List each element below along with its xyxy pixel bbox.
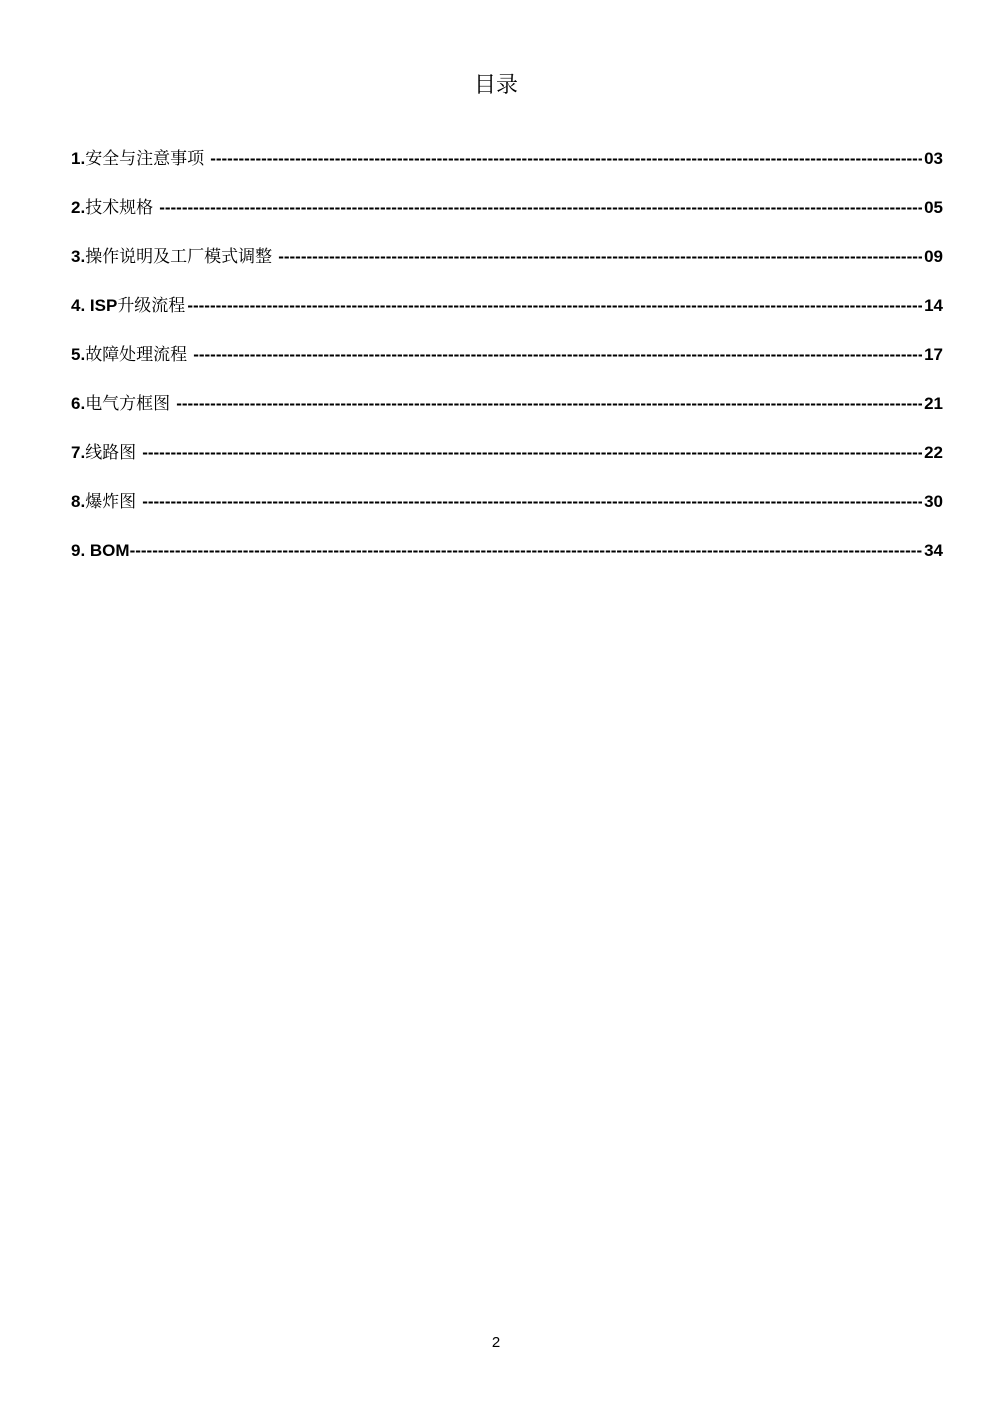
toc-entry-page: 34 xyxy=(924,541,943,560)
toc-entry-8[interactable] xyxy=(71,489,943,538)
page-number: 2 xyxy=(491,1334,501,1351)
toc-entry-number: 8. xyxy=(71,492,86,511)
toc-dash-leader xyxy=(278,244,922,270)
toc-dash-leader xyxy=(130,538,923,564)
toc-dash-leader xyxy=(142,440,922,466)
toc-entry-page: 14 xyxy=(924,296,943,315)
toc-entry-7[interactable] xyxy=(71,440,943,489)
toc-dash-leader xyxy=(193,342,922,368)
toc-entry-title: 故障处理流程 xyxy=(85,345,188,365)
toc-entry-title: 操作说明及工厂模式调整 xyxy=(85,247,273,267)
toc-entry-number: 1. xyxy=(71,149,86,168)
toc-entry-page: 03 xyxy=(924,149,943,168)
toc-entry-number: 9. BOM xyxy=(71,541,130,560)
toc-dash-leader xyxy=(176,391,922,417)
toc-entry-page: 21 xyxy=(924,394,943,413)
toc-entry-number: 6. xyxy=(71,394,86,413)
toc-dash-leader xyxy=(210,146,922,172)
toc-dash-leader xyxy=(159,195,922,221)
toc-entry-title: 升级流程 xyxy=(117,296,186,316)
toc-dash-leader xyxy=(187,293,922,319)
toc-entry-page: 22 xyxy=(924,443,943,462)
toc-entry-number: 5. xyxy=(71,345,86,364)
page-title: 目录 xyxy=(473,73,518,98)
toc-entry-title: 线路图 xyxy=(85,443,137,463)
toc-entry-number: 4. ISP xyxy=(71,296,118,315)
toc-entry-5[interactable] xyxy=(71,342,943,391)
toc-entry-page: 30 xyxy=(924,492,943,511)
toc-entry-3[interactable] xyxy=(71,244,943,293)
toc-entry-4[interactable] xyxy=(71,293,943,342)
toc-entry-number: 2. xyxy=(71,198,86,217)
toc-entry-number: 3. xyxy=(71,247,86,266)
toc-entry-title: 电气方框图 xyxy=(85,394,171,414)
toc-entry-number: 7. xyxy=(71,443,86,462)
toc-dash-leader xyxy=(142,489,922,515)
toc-entry-title: 技术规格 xyxy=(85,198,154,218)
toc-entry-1[interactable] xyxy=(71,146,943,195)
toc-entry-page: 09 xyxy=(924,247,943,266)
toc-entry-page: 17 xyxy=(924,345,943,364)
toc-entry-page: 05 xyxy=(924,198,943,217)
toc-entry-9[interactable] xyxy=(71,538,943,587)
table-of-contents xyxy=(71,146,943,587)
toc-entry-title: 爆炸图 xyxy=(85,492,137,512)
toc-entry-2[interactable] xyxy=(71,195,943,244)
toc-entry-title: 安全与注意事项 xyxy=(85,149,205,169)
toc-entry-6[interactable] xyxy=(71,391,943,440)
